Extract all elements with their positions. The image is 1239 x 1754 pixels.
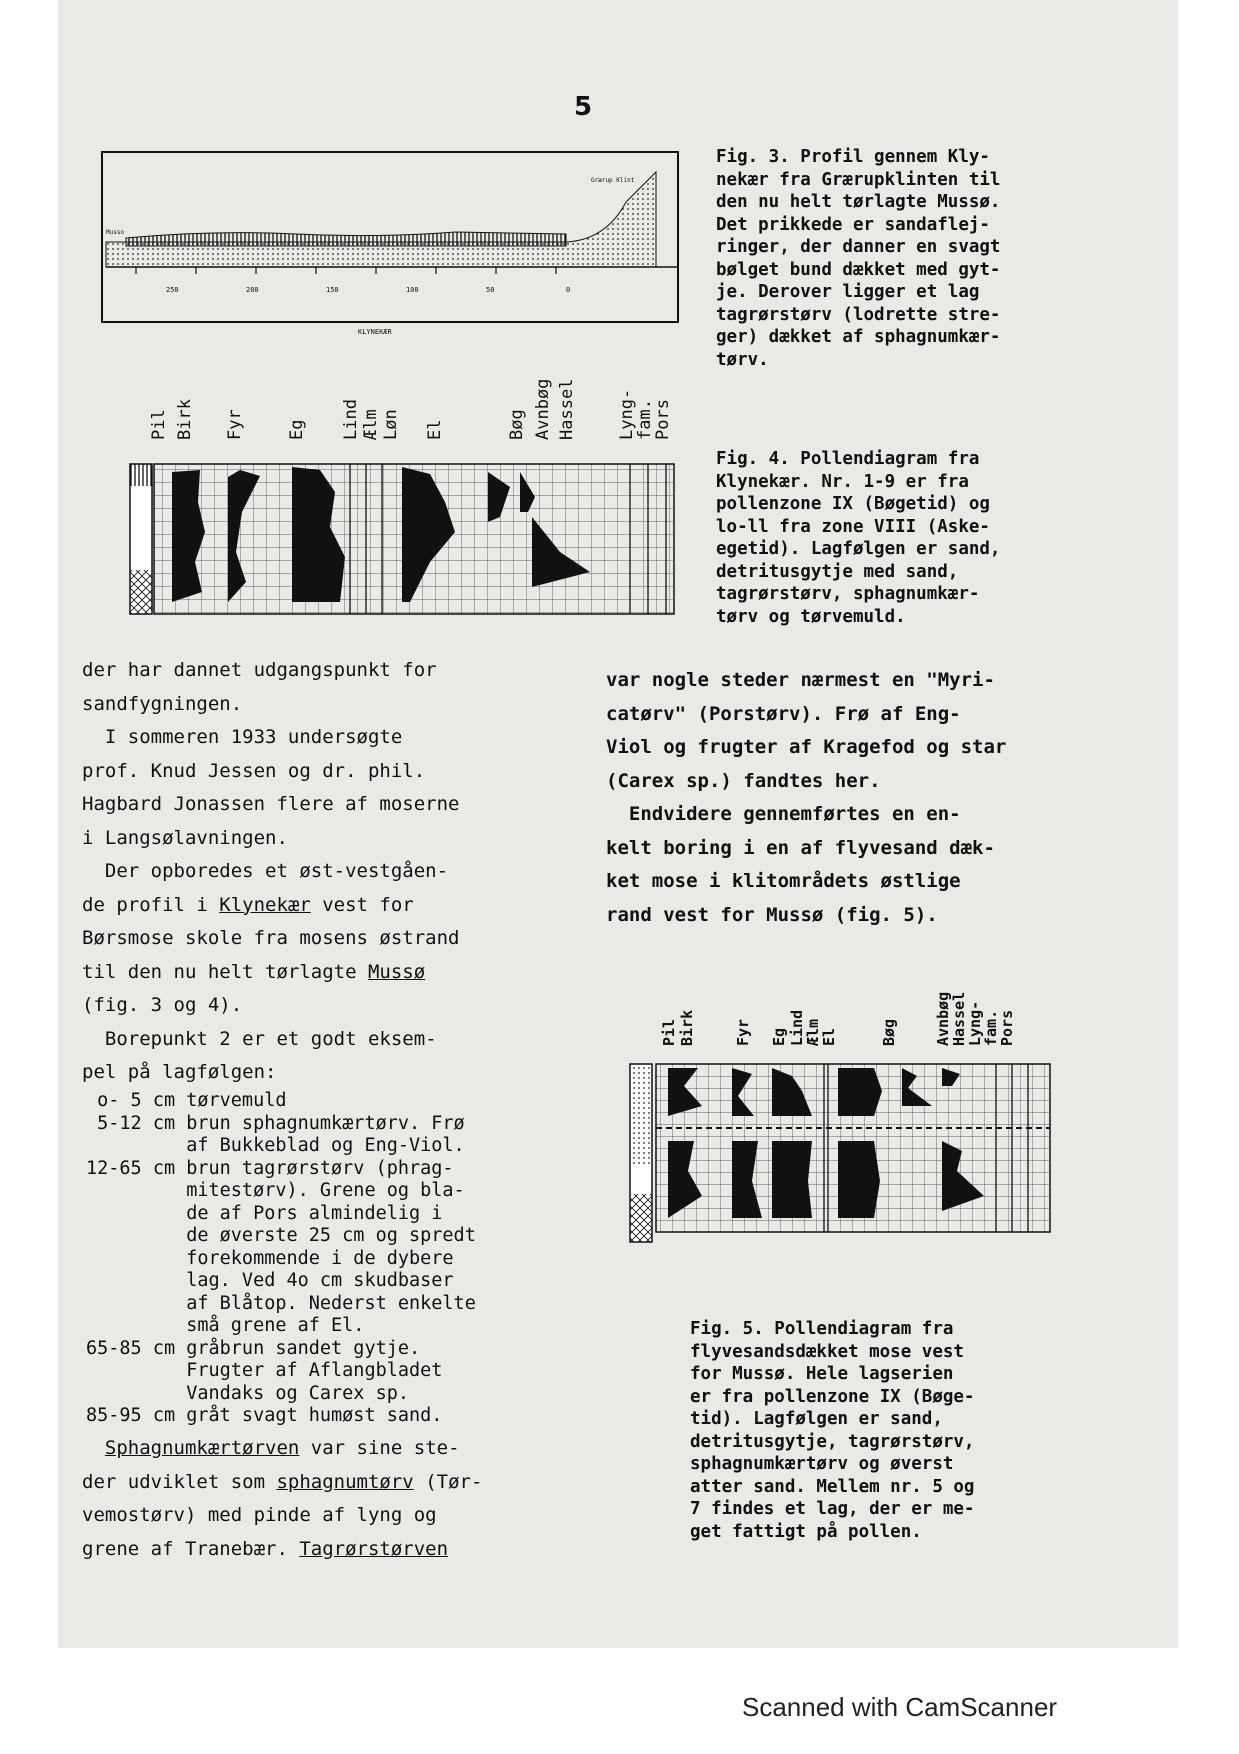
text-line: pel på lagfølgen: [82,1061,277,1083]
fig4-pollen-diagram [110,352,695,632]
text-line: der har dannet udgangspunkt for [82,659,437,681]
underlined-term: Klynekær [219,893,311,916]
fig5-caption: Fig. 5. Pollendiagram fra flyvesandsdækket mose vest for Mussø. Hele lagserien er fra pollenzone IX (Bøge- tid). Lagfølgen er sand, detritusgytje, tagrørstørv, sphagnumkærtørv og øverst atter sand. Mellem nr. 5 og 7 findes et lag, der er me- get fattigt på pollen. [690,1319,975,1542]
fig5-taxon-label: Avnbøg [934,991,952,1046]
fig4-taxon-label: Fyr [225,409,245,440]
fig3-label-left: Musso [106,229,125,236]
fig4-taxon-label: Pil [149,409,169,440]
underlined-term: Mussø [367,960,426,983]
text-line: Børsmose skole fra mosens østrand [82,927,460,949]
fig4-taxon-label: Birk [175,399,195,440]
scanner-watermark: Scanned with CamScanner [742,1692,1058,1722]
text-line: var nogle steder nærmest en "Myri- [606,669,995,691]
text-line [82,1466,482,1500]
text-line: (fig. 3 og 4). [82,994,243,1016]
text-line: kelt boring i en af flyvesand dæk- [606,836,995,859]
text-span: der udviklet som [82,1470,277,1493]
underlined-term: sphagnumtørv [276,1470,414,1493]
fig4-taxon-label: Lind [341,399,361,440]
text-line: sandfygningen. [82,692,243,715]
fig5-taxon-label: El [820,1027,838,1046]
fig5-taxon-label: Fyr [734,1018,752,1046]
fig3-profile-diagram [96,142,686,338]
text-span: de profil i [82,893,220,916]
text-span: (Tør- [413,1470,483,1493]
fig3-caption: Fig. 3. Profil gennem Kly- nekær fra Grærupklinten til den nu helt tørlagte Mussø. Det prikkede er sandaflej- ringer, der danner en svagt bølget bund dækket med gyt- je. Derover ligger et lag tagrørstørv (lodrette stre- ger) dækket af sphagnumkær- tørv. [716,147,1001,370]
fig4-taxon-label: fam. [635,399,655,440]
fig4-taxon-label: Lyng- [617,388,637,440]
fig5-taxon-label: Pors [998,1009,1016,1046]
text-line [82,956,460,990]
text-span: vest for [310,893,414,916]
page-number: 5 [574,92,593,122]
fig4-caption: Fig. 4. Pollendiagram fra Klynekær. Nr. 1-9 er fra pollenzone IX (Bøgetid) og lo-ll fra zone VIII (Aske- egetid). Lagfølgen er sand, detritusgytje med sand, tagrørstørv, sphagnumkær- tørv og tørvemuld. [716,449,1001,627]
text-span: grene af Tranebær. [82,1537,300,1560]
text-line: vemostørv) med pinde af lyng og [82,1504,437,1526]
text-line: Borepunkt 2 er et godt eksem- [82,1027,437,1050]
fig4-taxon-label: Pors [653,399,673,440]
text-line: prof. Knud Jessen og dr. phil. [82,759,426,782]
text-line: Der opboredes et øst-vestgåen- [82,860,449,882]
fig5-taxon-label: Eg [770,1027,788,1046]
right-column-text [606,664,1006,932]
text-line: Hagbard Jonassen flere af moserne [82,793,460,815]
text-line [82,889,460,923]
text-line: I sommeren 1933 undersøgte [82,726,403,748]
fig3-tick: 150 [326,286,339,294]
fig4-taxon-label: Avnbøg [533,378,553,440]
fig3-tick: 100 [406,286,419,294]
fig4-taxon-label: Bøg [507,409,527,440]
text-line [82,1533,482,1567]
fig5-taxon-label: Hassel [950,991,968,1046]
layer-sequence: o- 5 cm tørvemuld 5-12 cm brun sphagnumkærtørv. Frø af Bukkeblad og Eng-Viol. 12-65 cm brun tagrørstørv (phrag- mitestørv). Grene og bla- de af Pors almindelig i de øverste 25 cm og spredt forekommende i de dybere lag. Ved 4o cm skudbaser af Blåtop. Nederst enkelte små grene af El. 65-85 cm gråbrun sandet gytje. Frugter af Aflangbladet Vandaks og Carex sp. 85-95 cm gråt svagt humøst sand. [86,1090,476,1426]
underlined-term: Sphagnumkærtørven [104,1437,300,1459]
fig5-taxon-label: fam. [982,1009,1000,1046]
text-line: rand vest for Mussø (fig. 5). [606,903,938,926]
fig5-taxon-label: Lyng- [966,1000,984,1046]
fig3-tick: 200 [246,286,259,294]
fig4-taxon-label: Eg [287,419,307,440]
fig5-taxon-label: Lind [788,1009,806,1046]
text-line: catørv" (Porstørv). Frø af Eng- [606,702,961,725]
underlined-term: Tagrørstørven [299,1537,449,1560]
left-column-text [82,654,460,1090]
text-line: Endvidere gennemførtes en en- [606,803,961,825]
text-line: i Langsølavningen. [82,826,288,849]
fig3-tick: 250 [166,286,179,294]
fig5-taxon-label: Birk [678,1009,696,1046]
fig3-tick: 50 [486,286,495,294]
svg-text:Grærup Klint: Grærup Klint [591,177,635,184]
fig3-tick: 0 [566,286,571,294]
text-line: (Carex sp.) fandtes her. [606,769,881,792]
fig5-taxon-label: Bøg [880,1018,898,1046]
fig3-label-bottom: KLYNEKÆR [358,328,392,336]
fig5-pollen-diagram [612,956,1072,1286]
left-column-bottom [82,1432,482,1566]
fig5-taxon-label: Ælm [804,1018,822,1046]
fig5-taxon-label: Pil [660,1018,678,1046]
fig4-taxon-label: Løn [381,409,401,440]
text-line [82,1432,482,1466]
fig4-taxon-label: Ælm [361,409,381,440]
fig4-taxon-label: Hassel [557,378,577,440]
text-line: Viol og frugter af Kragefod og star [606,736,1007,758]
text-span: var sine ste- [299,1437,460,1459]
fig4-taxon-label: El [425,419,445,440]
text-span: til den nu helt tørlagte [82,960,368,983]
text-line: ket mose i klitområdets østlige [606,870,961,892]
